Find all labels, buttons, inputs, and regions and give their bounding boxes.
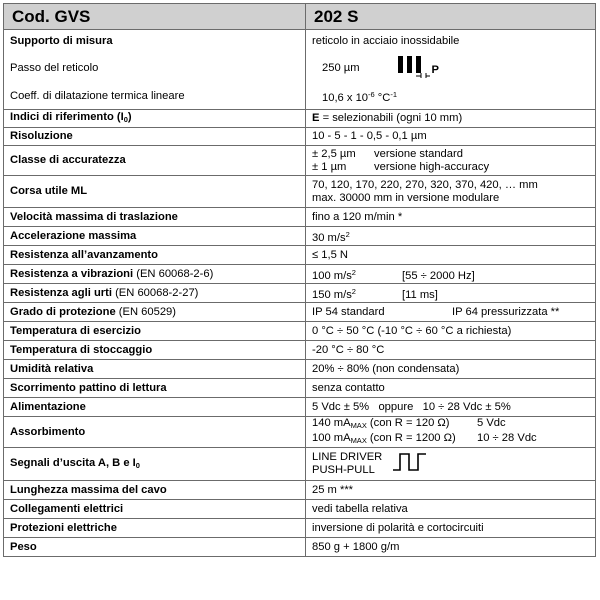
coeff-cell [306,84,596,110]
table-row [4,110,596,128]
hum-label: Umidità relativa [4,360,306,379]
prot-v2: IP 64 pressurizzata ** [452,305,560,318]
vib-v2: [55 ÷ 2000 Hz] [402,269,475,282]
shock-norm: (EN 60068-2-27) [111,286,199,299]
temp-ex-label: Temperatura di esercizio [4,322,306,341]
cable-label: Lunghezza massima del cavo [4,481,306,500]
ref-label [4,110,306,128]
coeff-exp1: -6 [368,89,375,99]
table-row [4,146,596,176]
table-row [4,341,596,360]
temp-st-label: Temperatura di stoccaggio [4,341,306,360]
eprot-label: Protezioni elettriche [4,519,306,538]
vel-value: fino a 120 m/min * [306,208,596,227]
pitch-label: Passo del reticolo [4,54,306,84]
prot-v1: IP 54 standard [312,305,385,318]
pitch-value: 250 µm [322,62,360,74]
support-value: reticolo in acciaio inossidabile [306,30,596,54]
weight-value: 850 g + 1800 g/m [306,538,596,557]
prot-value [306,303,596,322]
res-value: 10 - 5 - 1 - 0,5 - 0,1 µm [306,128,596,146]
abs-value [306,417,596,448]
conn-label: Collegamenti elettrici [4,500,306,519]
temp-st-value: -20 °C ÷ 80 °C [306,341,596,360]
ml-v2: max. 30000 mm in versione modulare [312,191,500,204]
ref-value-text: = selezionabili (ogni 10 mm) [319,112,463,124]
table-row [4,265,596,284]
vib-v1: 100 m/s [312,269,352,282]
shock-exp: 2 [351,286,356,296]
eprot-value: inversione di polarità e cortocircuiti [306,519,596,538]
support-label: Supporto di misura [4,30,306,54]
ref-value [306,110,596,128]
table-row [4,500,596,519]
abs-label: Assorbimento [4,417,306,448]
vel-label: Velocità massima di traslazione [4,208,306,227]
abs1-sub: MAX [350,421,367,430]
table-row [4,284,596,303]
shock-v1: 150 m/s [312,288,352,301]
acc-v2b: versione high-accuracy [374,160,490,173]
coeff-label: Coeff. di dilatazione termica lineare [4,84,306,110]
table-row [4,303,596,322]
table-row [4,84,596,110]
coeff-exp2: -1 [390,89,398,99]
sig-v2: PUSH-PULL [312,464,375,476]
header-code: Cod. GVS [4,4,306,30]
prot-label [4,303,306,322]
table-row [4,176,596,208]
sig-v1: LINE DRIVER [312,451,383,463]
shock-label-text: Resistenza agli urti [10,286,112,299]
prot-label-text: Grado di protezione [10,305,116,318]
square-wave-icon [392,451,428,477]
table-row [4,398,596,417]
table-row [4,448,596,481]
abs2-c: 10 ÷ 28 Vdc [477,432,537,444]
slide-label: Scorrimento pattino di lettura [4,379,306,398]
acc-v2a: ± 1 µm [312,160,347,173]
res-label: Risoluzione [4,128,306,146]
ref-label-text: Indici di riferimento (I [10,111,124,123]
acc-label: Classe di accuratezza [4,146,306,176]
acc-v1b: versione standard [374,147,463,160]
vib-label-text: Resistenza a vibrazioni [10,267,134,280]
ref-value-bold: E [312,112,320,124]
vib-exp: 2 [351,267,356,277]
table-row [4,417,596,448]
vib-norm: (EN 60068-2-6) [133,267,214,280]
table-row [4,227,596,246]
shock-value [306,284,596,303]
table-row [4,481,596,500]
pitch-symbol: P [431,64,440,76]
ml-value [306,176,596,208]
header-model: 202 S [306,4,596,30]
abs1-c: 5 Vdc [477,417,506,429]
resist-value: ≤ 1,5 N [306,246,596,265]
accel-label: Accelerazione massima [4,227,306,246]
temp-ex-value: 0 °C ÷ 50 °C (-10 °C ÷ 60 °C a richiesta) [306,322,596,341]
table-row [4,360,596,379]
ml-v1: 70, 120, 170, 220, 270, 320, 370, 420, … mm [312,178,538,191]
table-row [4,54,596,84]
accel-exp: 2 [345,229,350,239]
pitch-cell [306,54,596,84]
table-row [4,30,596,54]
abs1-b: (con R = 120 Ω) [366,417,450,429]
table-row [4,322,596,341]
table-row [4,538,596,557]
table-row [4,128,596,146]
table-row [4,519,596,538]
table-header [4,4,596,30]
sig-label [4,448,306,481]
table-row [4,379,596,398]
shock-label [4,284,306,303]
spec-table [3,3,596,557]
vib-value [306,265,596,284]
grating-pitch-icon [396,54,452,84]
supply-label: Alimentazione [4,398,306,417]
ref-label-sub: 0 [123,115,128,124]
slide-value: senza contatto [306,379,596,398]
resist-label: Resistenza all’avanzamento [4,246,306,265]
supply-value: 5 Vdc ± 5% oppure 10 ÷ 28 Vdc ± 5% [306,398,596,417]
ref-label-end: ) [127,111,132,123]
sig-label-sub: 0 [135,460,140,470]
abs2-b: (con R = 1200 Ω) [366,432,456,444]
table-row [4,208,596,227]
table-row [4,246,596,265]
accel-value [306,227,596,246]
hum-value: 20% ÷ 80% (non condensata) [306,360,596,379]
cable-value: 25 m *** [306,481,596,500]
acc-v1a: ± 2,5 µm [312,147,356,160]
sig-label-text: Segnali d’uscita A, B e I [10,456,136,469]
shock-v2: [11 ms] [402,288,438,301]
abs2-sub: MAX [350,436,367,445]
ml-label: Corsa utile ML [4,176,306,208]
sig-value [306,448,596,481]
acc-value [306,146,596,176]
abs2-a: 100 mA [312,432,351,444]
weight-label: Peso [4,538,306,557]
coeff-main: 10,6 x 10 [322,91,369,104]
prot-norm: (EN 60529) [115,305,176,318]
vib-label [4,265,306,284]
abs1-a: 140 mA [312,417,351,429]
coeff-mid: °C [374,91,391,104]
conn-value: vedi tabella relativa [306,500,596,519]
accel-value-text: 30 m/s [312,231,346,244]
